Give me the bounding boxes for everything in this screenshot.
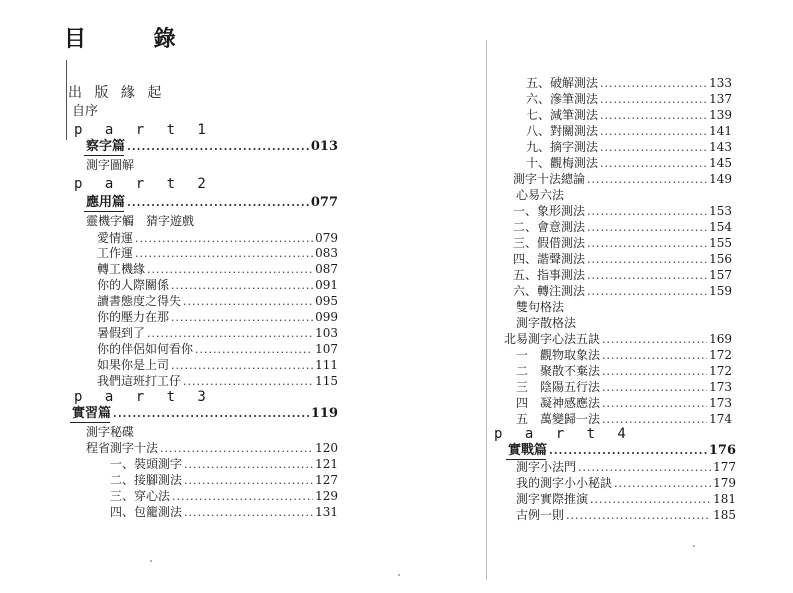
toc-entry: 十、觀梅測法 ..... 145 bbox=[526, 156, 732, 171]
scan-speck bbox=[150, 560, 152, 562]
chapter2-entry: 應用篇 ..... 077 bbox=[86, 195, 338, 210]
beiyi-entry: 北易測字心法五訣 ..... 169 bbox=[504, 332, 732, 347]
toc-entry: 如果你是上司 ..... 111 bbox=[97, 358, 338, 373]
toc-entry: 三、穿心法 ..... 129 bbox=[110, 489, 338, 504]
toc-entry: 一、象形測法 ..... 153 bbox=[513, 204, 732, 219]
toc-entry: 暑假到了 ..... 103 bbox=[97, 326, 338, 341]
toc-entry: 四、包籠測法 ..... 131 bbox=[110, 505, 338, 520]
part3-heading: p a r t 3 bbox=[74, 389, 213, 405]
page-gutter bbox=[486, 40, 487, 580]
toc-entry: 二 聚散不棄法 ..... 172 bbox=[516, 364, 732, 379]
page-title: 目 錄 bbox=[64, 27, 206, 52]
toc-entry: 三 陰陽五行法 ..... 173 bbox=[516, 380, 732, 395]
toc-entry: 測字小法門 ..... 177 bbox=[516, 460, 736, 475]
toc-entry: 你的伴侶如何看你 ..... 107 bbox=[97, 342, 338, 357]
chapter3-underline bbox=[70, 422, 110, 423]
toc-entry: 五、破解測法 ..... 133 bbox=[526, 76, 732, 91]
toc-entry: 轉工機緣 ..... 087 bbox=[97, 262, 338, 277]
part4-heading: p a r t 4 bbox=[494, 426, 633, 442]
chapter3-entry: 實習篇 ..... 119 bbox=[72, 406, 338, 421]
scatter-method: 測字散格法 bbox=[516, 316, 577, 330]
toc-entry: 六、轉注測法 ..... 159 bbox=[513, 284, 732, 299]
toc-entry: 我的測字小小秘訣 ..... 179 bbox=[516, 476, 736, 491]
six-methods-heading: 心易六法 bbox=[516, 188, 565, 202]
chapter1-underline bbox=[84, 155, 124, 156]
scan-speck bbox=[693, 545, 695, 547]
origin-heading: 出 版 緣 起 bbox=[68, 85, 166, 101]
toc-entry: 九、摘字測法 ..... 143 bbox=[526, 140, 732, 155]
chapter1-entry: 察字篇 ..... 013 bbox=[86, 139, 338, 154]
chapter3-sub: 測字秘碟 bbox=[86, 425, 135, 439]
toc-entry: 愛情運 ..... 079 bbox=[97, 231, 338, 246]
toc-entry: 古例一則 ..... 185 bbox=[516, 508, 736, 523]
chapter4-entry: 實戰篇 ..... 176 bbox=[508, 443, 736, 458]
chapter2-sub: 靈機字觸 猜字遊戲 bbox=[86, 214, 195, 228]
toc-entry: 二、接腳測法 ..... 127 bbox=[110, 473, 338, 488]
toc-entry: 讀書態度之得失 ..... 095 bbox=[97, 294, 338, 309]
part2-heading: p a r t 2 bbox=[74, 176, 213, 192]
toc-entry: 我們這班打工仔 ..... 115 bbox=[97, 374, 338, 389]
cheng-method-entry: 程省測字十法 ..... 120 bbox=[86, 441, 338, 456]
summary-entry: 測字十法總論 ..... 149 bbox=[513, 172, 732, 187]
toc-entry: 五、指事測法 ..... 157 bbox=[513, 268, 732, 283]
part1-heading: p a r t 1 bbox=[74, 122, 213, 138]
chapter1-sub: 測字圖解 bbox=[86, 158, 135, 172]
toc-entry: 你的壓力在那 ..... 099 bbox=[97, 310, 338, 325]
scan-speck bbox=[398, 574, 400, 576]
pair-method: 雙句格法 bbox=[516, 300, 565, 314]
left-margin-line bbox=[66, 60, 67, 140]
toc-entry: 一、裝頭測字 ..... 121 bbox=[110, 457, 338, 472]
toc-entry: 四 凝神感應法 ..... 173 bbox=[516, 396, 732, 411]
toc-entry: 測字實際推演 ..... 181 bbox=[516, 492, 736, 507]
toc-entry: 三、假借測法 ..... 155 bbox=[513, 236, 732, 251]
toc-entry: 七、減筆測法 ..... 139 bbox=[526, 108, 732, 123]
toc-entry: 二、會意測法 ..... 154 bbox=[513, 220, 732, 235]
toc-entry: 四、諧聲測法 ..... 156 bbox=[513, 252, 732, 267]
toc-entry: 你的人際關係 ..... 091 bbox=[97, 278, 338, 293]
toc-entry: 八、對關測法 ..... 141 bbox=[526, 124, 732, 139]
toc-entry: 一 觀物取象法 ..... 172 bbox=[516, 348, 732, 363]
preface-entry: 自序 bbox=[72, 104, 99, 119]
toc-entry: 六、滲筆測法 ..... 137 bbox=[526, 92, 732, 107]
chapter2-underline bbox=[84, 211, 124, 212]
toc-entry: 五 萬變歸一法 ..... 174 bbox=[516, 412, 732, 427]
toc-entry: 工作運 ..... 083 bbox=[97, 246, 338, 261]
